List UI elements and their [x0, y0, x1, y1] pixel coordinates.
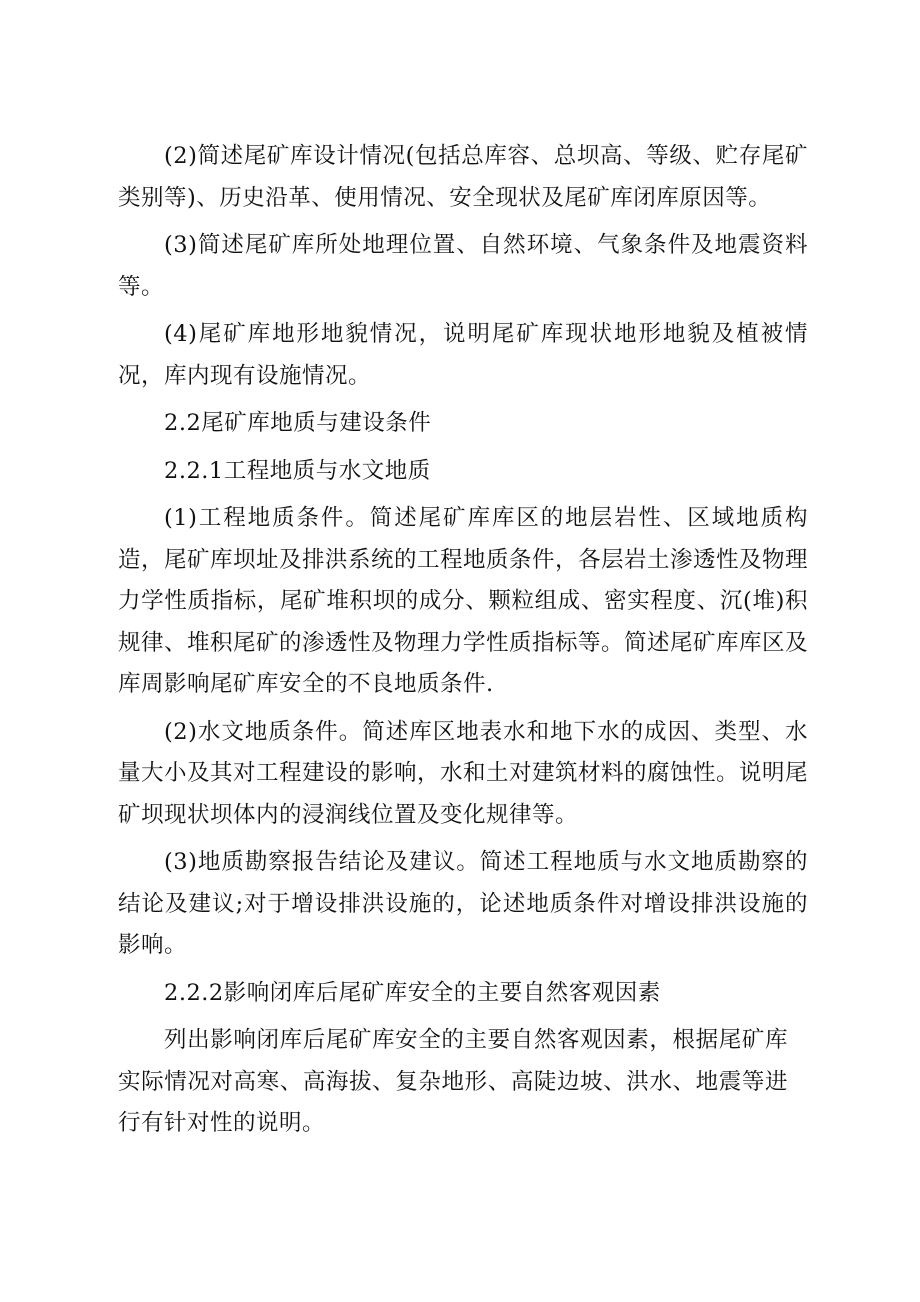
paragraph-survey-conclusion: (3)地质勘察报告结论及建议。简述工程地质与水文地质勘察的结论及建议;对于增设排洪设施的，论述地质条件对增设排洪设施的影响。	[118, 849, 808, 958]
paragraph-hydrogeology: (2)水文地质条件。简述库区地表水和地下水的成因、类型、水量大小及其对工程建设的影响，水和土对建筑材料的腐蚀性。说明尾矿坝现状坝体内的浸润线位置及变化规律等。	[118, 718, 809, 828]
section-heading-2-2-1: 2.2.1工程地质与水文地质	[164, 457, 431, 484]
section-heading-2-2-2: 2.2.2影响闭库后尾矿库安全的主要自然客观因素	[164, 979, 661, 1006]
paragraph-terrain-landform: (4)尾矿库地形地貌情况，说明尾矿库现状地形地貌及植被情况，库内现有设施情况。	[118, 321, 808, 389]
paragraph-natural-factors: 列出影响闭库后尾矿库安全的主要自然客观因素，根据尾矿库实际情况对高寒、高海拔、复杂地形、高陡边坡、洪水、地震等进行有针对性的说明。	[118, 1027, 788, 1136]
section-heading-2-2: 2.2尾矿库地质与建设条件	[164, 410, 432, 436]
paragraph-location-environment: (3)简述尾矿库所处地理位置、自然环境、气象条件及地震资料等。	[118, 232, 808, 300]
paragraph-design-overview: (2)简述尾矿库设计情况(包括总库容、总坝高、等级、贮存尾矿类别等)、历史沿革、使用情况、安全现状及尾矿库闭库原因等。	[118, 143, 808, 211]
paragraph-engineering-geology: (1)工程地质条件。简述尾矿库库区的地层岩性、区域地质构造，尾矿库坝址及排洪系统的工程地质条件，各层岩土渗透性及物理力学性质指标，尾矿堆积坝的成分、颗粒组成、密实程度、沉(堆)积规律、堆积尾矿的渗透性及物理力学性质指标等。简述尾矿库库区及库周影响尾矿库安全的不良地质条件.	[118, 505, 809, 697]
document-body	[118, 136, 808, 1151]
